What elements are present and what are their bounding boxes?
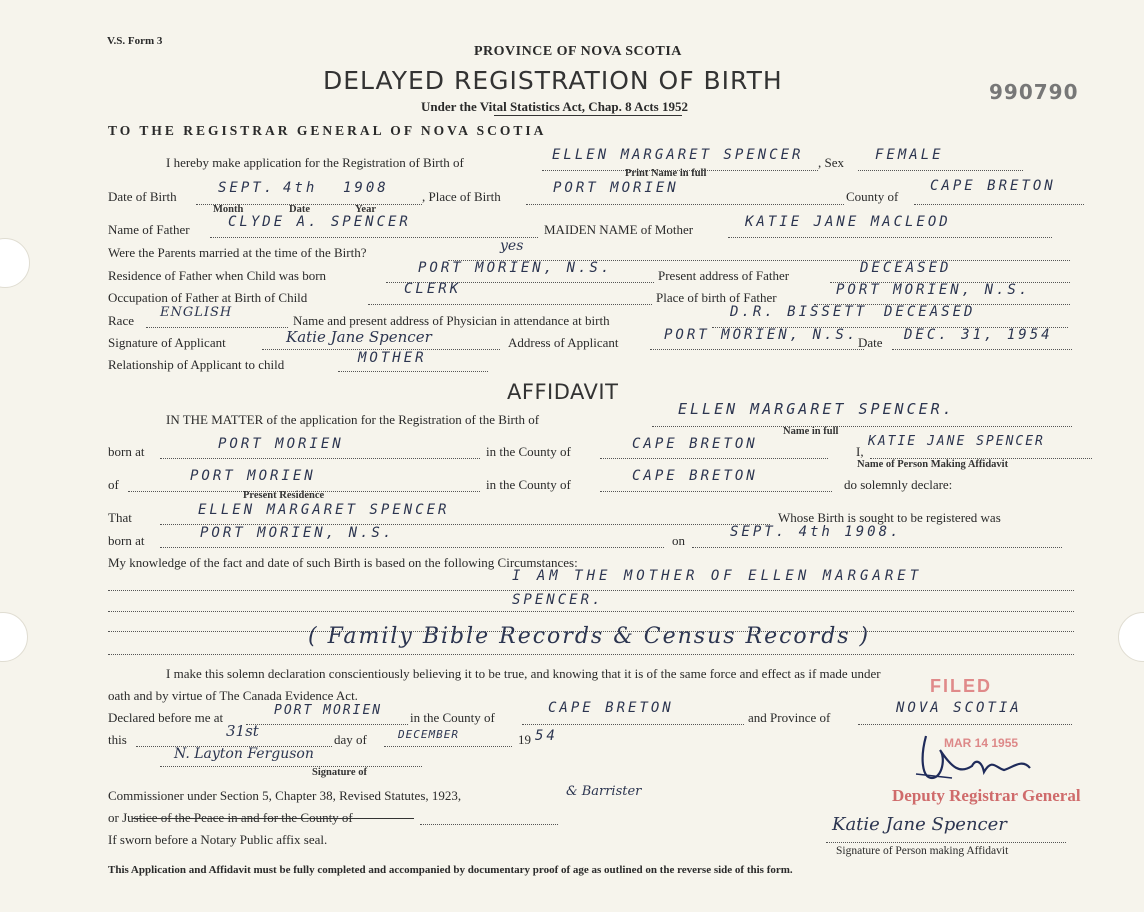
married-value: yes bbox=[500, 238, 524, 254]
present-address-label: Present address of Father bbox=[658, 268, 790, 283]
month-value: DECEMBER bbox=[398, 728, 459, 741]
date-value: DEC. 31, 1954 bbox=[904, 327, 1053, 343]
occupation-label: Occupation of Father at Birth of Child bbox=[108, 290, 308, 305]
deponent-value: KATIE JANE SPENCER bbox=[868, 434, 1045, 449]
day-value: 31st bbox=[226, 722, 259, 740]
county-line bbox=[914, 204, 1084, 205]
married-label: Were the Parents married at the time of the Birth? bbox=[108, 245, 367, 260]
matter-line bbox=[652, 426, 1072, 427]
registrar-address: TO THE REGISTRAR GENERAL OF NOVA SCOTIA bbox=[108, 123, 547, 138]
intro-label: I hereby make application for the Registration of Birth of bbox=[166, 155, 464, 170]
on-date-value: SEPT. 4th 1908. bbox=[730, 524, 902, 540]
year-prefix: 19 bbox=[518, 732, 531, 747]
circumstance-3: ( Family Bible Records & Census Records ) bbox=[308, 624, 871, 649]
stamp-date: MAR 14 1955 bbox=[944, 736, 1019, 750]
circumstance-2: SPENCER. bbox=[512, 592, 604, 608]
sex-value: FEMALE bbox=[875, 147, 944, 163]
relationship-line bbox=[338, 371, 488, 372]
residence-label: Residence of Father when Child was born bbox=[108, 268, 327, 283]
dob-date-value: 4th bbox=[283, 180, 318, 196]
father-label: Name of Father bbox=[108, 222, 190, 237]
born-at-value: PORT MORIEN bbox=[218, 436, 344, 452]
month-caption: Month bbox=[213, 204, 244, 215]
punch-hole bbox=[0, 612, 28, 662]
applicant-address-value: PORT MORIEN, N.S. bbox=[664, 327, 859, 343]
subtitle-underline bbox=[494, 115, 682, 116]
circumstance-1: I AM THE MOTHER OF ELLEN MARGARET bbox=[512, 568, 923, 584]
day-of-label: day of bbox=[334, 732, 367, 747]
father-birthplace-label: Place of birth of Father bbox=[656, 290, 777, 305]
declared-county-label: in the County of bbox=[410, 710, 495, 725]
residence-county-value: CAPE BRETON bbox=[632, 468, 758, 484]
applicant-signature-label: Signature of Applicant bbox=[108, 335, 226, 350]
present-residence-note: Present Residence bbox=[243, 490, 325, 501]
applicant-address-line bbox=[650, 349, 864, 350]
punch-hole bbox=[0, 238, 30, 288]
declared-county-line bbox=[522, 724, 744, 725]
physician-address-value: DECEASED bbox=[884, 304, 976, 320]
punch-hole bbox=[1118, 612, 1144, 662]
physician-label: Name and present address of Physician in attendance at birth bbox=[293, 313, 610, 328]
on-line bbox=[692, 547, 1062, 548]
mother-label: MAIDEN NAME of Mother bbox=[544, 222, 694, 237]
on-label: on bbox=[672, 533, 685, 548]
justice-label: or Justice of the Peace in and for the County of bbox=[108, 810, 353, 825]
county-value: CAPE BRETON bbox=[930, 178, 1056, 194]
footer-note: This Application and Affidavit must be fully completed and accompanied by documentary proof of age as outlined on the reverse side of this form. bbox=[108, 864, 793, 876]
i-label: I, bbox=[856, 444, 864, 459]
registrar-title: Deputy Registrar General bbox=[892, 786, 1081, 805]
born-at-label: born at bbox=[108, 444, 145, 459]
sex-label: , Sex bbox=[818, 155, 844, 170]
of-label: of bbox=[108, 477, 119, 492]
residence-value: PORT MORIEN, N.S. bbox=[418, 260, 613, 276]
declared-at-value: PORT MORIEN bbox=[274, 703, 383, 718]
declared-label: Declared before me at bbox=[108, 710, 224, 725]
father-birthplace-value: PORT MORIEN, N.S. bbox=[836, 282, 1031, 298]
race-line bbox=[146, 327, 288, 328]
county-label: County of bbox=[846, 189, 899, 204]
declare-label: do solemnly declare: bbox=[844, 477, 953, 492]
residence-county-line bbox=[600, 491, 832, 492]
commissioner-signature: N. Layton Ferguson bbox=[174, 746, 314, 762]
born-county-value: CAPE BRETON bbox=[632, 436, 758, 452]
justice-county-line bbox=[420, 824, 558, 825]
notary-label: If sworn before a Notary Public affix seal. bbox=[108, 832, 328, 847]
registrar-signature bbox=[912, 728, 1042, 788]
commissioner-signature-line bbox=[160, 766, 422, 767]
date-caption: Date bbox=[289, 204, 310, 215]
born-at-line bbox=[160, 458, 480, 459]
declared-county-value: CAPE BRETON bbox=[548, 700, 674, 716]
place-value: PORT MORIEN bbox=[553, 180, 679, 196]
place-label: , Place of Birth bbox=[422, 189, 501, 204]
circumstance-line-2 bbox=[108, 611, 1074, 612]
whose-birth-label: Whose Birth is sought to be registered was bbox=[778, 510, 1001, 525]
dob-label: Date of Birth bbox=[108, 189, 177, 204]
form-number: V.S. Form 3 bbox=[107, 35, 163, 47]
affidavit-heading: AFFIDAVIT bbox=[507, 380, 619, 404]
declared-province-line bbox=[858, 724, 1072, 725]
deponent-signature: Katie Jane Spencer bbox=[832, 814, 1007, 835]
dob-year-value: 1908 bbox=[343, 180, 389, 196]
dob-month-value: SEPT. bbox=[218, 180, 276, 196]
occupation-value: CLERK bbox=[404, 281, 462, 297]
affidavit-child-name: ELLEN MARGARET SPENCER. bbox=[678, 400, 955, 418]
applicant-address-label: Address of Applicant bbox=[508, 335, 619, 350]
applicant-signature: Katie Jane Spencer bbox=[286, 328, 432, 346]
name-in-full-note: Name in full bbox=[783, 426, 839, 437]
province-heading: PROVINCE OF NOVA SCOTIA bbox=[474, 44, 682, 59]
present-address-value: DECEASED bbox=[860, 260, 952, 276]
race-value: ENGLISH bbox=[160, 305, 233, 320]
born-at-label-2: born at bbox=[108, 533, 145, 548]
page-subtitle: Under the Vital Statistics Act, Chap. 8 Acts 1952 bbox=[421, 99, 688, 114]
relationship-value: MOTHER bbox=[358, 350, 427, 366]
child-name-value: ELLEN MARGARET SPENCER bbox=[552, 147, 804, 163]
date-label: Date bbox=[858, 335, 883, 350]
born-at-2-value: PORT MORIEN, N.S. bbox=[200, 525, 395, 541]
occupation-line bbox=[368, 304, 652, 305]
in-county-label: in the County of bbox=[486, 444, 571, 459]
justice-strikethrough bbox=[132, 818, 414, 819]
mother-line bbox=[728, 237, 1052, 238]
month-line bbox=[384, 746, 512, 747]
declared-at-line bbox=[246, 724, 408, 725]
born-at-2-line bbox=[160, 547, 664, 548]
in-county-label-2: in the County of bbox=[486, 477, 571, 492]
that-value: ELLEN MARGARET SPENCER bbox=[198, 502, 450, 518]
print-name-note: Print Name in full bbox=[625, 168, 707, 179]
declared-province-value: NOVA SCOTIA bbox=[896, 700, 1022, 716]
this-label: this bbox=[108, 732, 127, 747]
born-county-line bbox=[600, 458, 828, 459]
province-label: and Province of bbox=[748, 710, 831, 725]
serial-number: 990790 bbox=[989, 80, 1079, 104]
deponent-note: Name of Person Making Affidavit bbox=[857, 459, 1009, 470]
filed-stamp: FILED bbox=[930, 676, 992, 696]
circumstance-line-4 bbox=[108, 654, 1074, 655]
barrister-note: & Barrister bbox=[566, 784, 642, 799]
deponent-signature-label: Signature of Person making Affidavit bbox=[836, 845, 1009, 857]
place-line bbox=[526, 204, 844, 205]
sex-line bbox=[858, 170, 1023, 171]
commissioner-label: Commissioner under Section 5, Chapter 38, Revised Statutes, 1923, bbox=[108, 788, 462, 803]
physician-value: D.R. BISSETT bbox=[730, 304, 868, 320]
declaration-line-1: I make this solemn declaration conscientiously believing it to be true, and knowing that it is of the same force and effect as if made under bbox=[166, 666, 881, 681]
race-label: Race bbox=[108, 313, 134, 328]
mother-value: KATIE JANE MACLEOD bbox=[745, 214, 951, 230]
deponent-signature-line bbox=[826, 842, 1066, 843]
year-value: 54 bbox=[535, 728, 558, 744]
matter-label: IN THE MATTER of the application for the Registration of the Birth of bbox=[166, 412, 540, 427]
that-label: That bbox=[108, 510, 132, 525]
father-line bbox=[210, 237, 538, 238]
declaration-line-2: oath and by virtue of The Canada Evidence Act. bbox=[108, 688, 358, 703]
year-caption: Year bbox=[355, 204, 376, 215]
circumstance-line-1 bbox=[108, 590, 1074, 591]
relationship-label: Relationship of Applicant to child bbox=[108, 357, 285, 372]
affidavit-residence-value: PORT MORIEN bbox=[190, 468, 316, 484]
father-value: CLYDE A. SPENCER bbox=[228, 214, 411, 230]
knowledge-label: My knowledge of the fact and date of such Birth is based on the following Circumstances: bbox=[108, 555, 578, 570]
signature-of-label: Signature of bbox=[312, 767, 367, 778]
page-title: DELAYED REGISTRATION OF BIRTH bbox=[323, 66, 783, 95]
date-line bbox=[892, 349, 1072, 350]
